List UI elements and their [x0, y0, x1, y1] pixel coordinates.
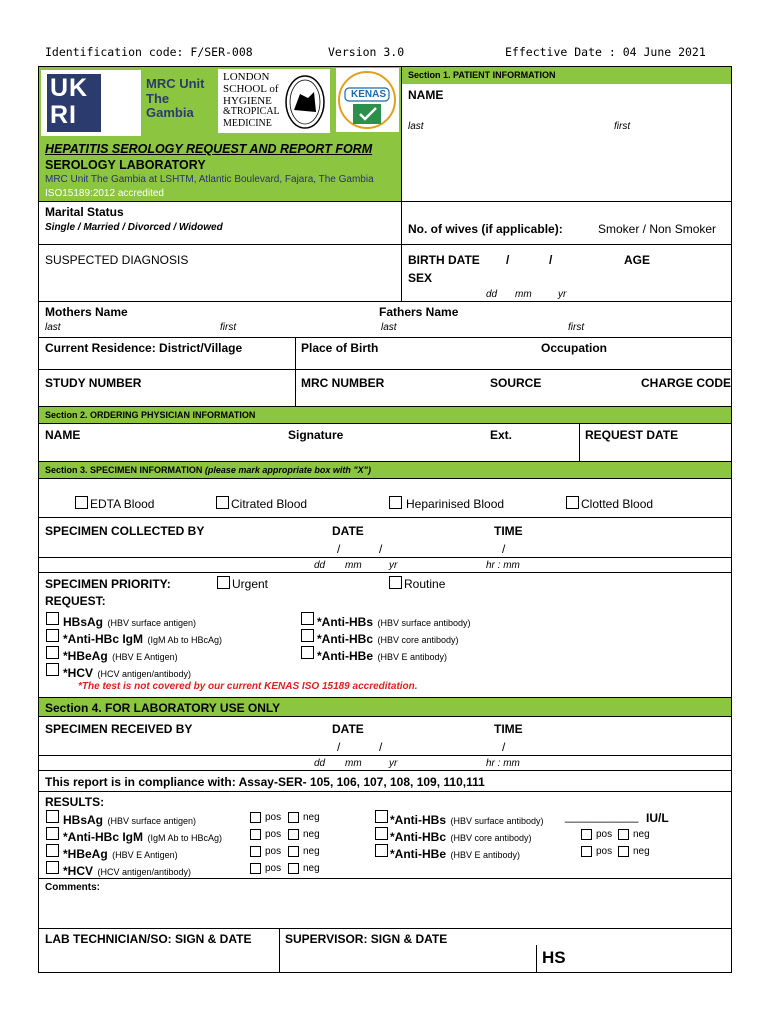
divider	[39, 928, 731, 929]
section3-title-note: (please mark appropriate box with "X")	[204, 465, 371, 475]
date-slash: /	[506, 253, 510, 267]
divider	[39, 517, 731, 518]
res-hbeag-neg-checkbox[interactable]	[288, 846, 299, 857]
mrc-line-3: Gambia	[146, 105, 194, 120]
patient-first-label: first	[614, 121, 631, 132]
comments-field[interactable]	[45, 896, 725, 926]
lshtm-logo	[218, 69, 330, 133]
test-name: *HBeAg	[63, 847, 108, 861]
father-first-label: first	[568, 322, 585, 333]
mothers-name-label: Mothers Name	[45, 305, 128, 319]
clotted-checkbox[interactable]	[566, 496, 579, 509]
neg-label: neg	[303, 812, 320, 823]
date-slash: /	[337, 542, 341, 556]
yr-hint: yr	[389, 758, 398, 769]
supervisor-label: SUPERVISOR: SIGN & DATE	[285, 932, 448, 946]
lshtm-l3: HYGIENE	[223, 95, 272, 107]
req-antihbc-igm-checkbox[interactable]	[46, 629, 59, 642]
section4-title: Section 4. FOR LABORATORY USE ONLY	[45, 701, 281, 715]
req-hcv	[63, 665, 191, 681]
effective-date: Effective Date : 04 June 2021	[505, 45, 706, 59]
id-code: Identification code: F/SER-008	[45, 45, 253, 59]
req-hbeag-checkbox[interactable]	[46, 646, 59, 659]
section1-title: Section 1. PATIENT INFORMATION	[408, 70, 556, 80]
heparinised-label: Heparinised Blood	[406, 497, 505, 511]
urgent-label: Urgent	[232, 577, 269, 591]
req-antihbc-checkbox[interactable]	[301, 629, 314, 642]
mrc-number-label: MRC NUMBER	[301, 376, 385, 390]
signature-label: Signature	[288, 428, 344, 442]
req-hbsag	[63, 614, 196, 630]
divider	[39, 791, 731, 792]
edta-checkbox[interactable]	[75, 496, 88, 509]
test-desc: (HBV surface antigen)	[107, 816, 197, 826]
citrated-checkbox[interactable]	[216, 496, 229, 509]
yr-hint: yr	[558, 289, 567, 300]
kenas-logo	[336, 68, 399, 132]
divider	[39, 557, 731, 558]
req-antihbs-checkbox[interactable]	[301, 612, 314, 625]
kenas-text: KENAS	[351, 89, 387, 100]
section2-title: Section 2. ORDERING PHYSICIAN INFORMATION	[45, 410, 256, 420]
occupation-label: Occupation	[541, 341, 608, 355]
res-hcv-pos-checkbox[interactable]	[250, 863, 261, 874]
date-slash: /	[379, 740, 383, 754]
res-hbsag-neg-checkbox[interactable]	[288, 812, 299, 823]
ukri-logo	[41, 70, 141, 136]
pos-label: pos	[265, 863, 282, 874]
res-hcv	[63, 863, 191, 879]
res-antihbc-igm-pos-checkbox[interactable]	[250, 829, 261, 840]
test-name: *HCV	[63, 666, 94, 680]
test-name: *Anti-HBs	[390, 813, 446, 827]
res-antihbc	[390, 829, 532, 845]
neg-label: neg	[633, 846, 650, 857]
test-name: *HBeAg	[63, 649, 108, 663]
divider	[39, 369, 731, 370]
received-by-label: SPECIMEN RECEIVED BY	[45, 722, 193, 736]
edta-label: EDTA Blood	[90, 497, 155, 511]
date-slash: /	[549, 253, 553, 267]
neg-label: neg	[633, 829, 650, 840]
res-hbeag	[63, 846, 178, 862]
test-name: *Anti-HBc	[317, 632, 373, 646]
mother-first-label: first	[220, 322, 237, 333]
patient-last-label: last	[408, 121, 424, 132]
crest-icon	[284, 74, 326, 130]
lshtm-l1: LONDON	[223, 71, 270, 83]
divider	[39, 572, 731, 573]
res-antihbs-checkbox[interactable]	[375, 810, 388, 823]
res-antihbc-igm-neg-checkbox[interactable]	[288, 829, 299, 840]
lshtm-l2: SCHOOL of	[223, 83, 279, 95]
test-desc: (IgM Ab to HBcAg)	[147, 635, 222, 645]
dd-hint: dd	[314, 560, 326, 571]
hrmm-hint: hr : mm	[486, 758, 520, 769]
hrmm-hint: hr : mm	[486, 560, 520, 571]
divider	[39, 770, 731, 771]
date-slash: /	[379, 542, 383, 556]
divider	[39, 244, 731, 245]
test-name: *Anti-HBc IgM	[63, 632, 143, 646]
neg-label: neg	[303, 829, 320, 840]
residence-label: Current Residence: District/Village	[45, 341, 243, 355]
routine-checkbox[interactable]	[389, 576, 402, 589]
ukri-text-1: UK	[50, 74, 89, 102]
place-of-birth-label: Place of Birth	[301, 341, 379, 355]
mrc-line-1: MRC Unit	[146, 76, 205, 91]
pos-label: pos	[265, 846, 282, 857]
version: Version 3.0	[328, 45, 405, 59]
form-title: HEPATITIS SEROLOGY REQUEST AND REPORT FORM	[45, 142, 373, 156]
test-desc: (HBV E Antigen)	[112, 850, 178, 860]
req-hcv-checkbox[interactable]	[46, 663, 59, 676]
time-slash: /	[502, 542, 506, 556]
charge-code-label: CHARGE CODE	[641, 376, 732, 390]
accreditation-note: *The test is not covered by our current KENAS ISO 15189 accreditation.	[78, 681, 418, 692]
neg-label: neg	[303, 846, 320, 857]
mm-hint: mm	[515, 289, 532, 300]
test-desc: (HBV surface antibody)	[377, 618, 471, 628]
compliance-text: This report is in compliance with: Assay-SER- 105, 106, 107, 108, 109, 110,111	[45, 775, 485, 789]
divider	[39, 301, 731, 302]
res-antihbe-checkbox[interactable]	[375, 844, 388, 857]
form-subtitle: SEROLOGY LABORATORY	[45, 158, 206, 172]
marital-status-label: Marital Status	[45, 205, 124, 219]
test-desc: (IgM Ab to HBcAg)	[147, 833, 222, 843]
res-antihbc-neg-checkbox[interactable]	[618, 829, 629, 840]
res-hbsag-pos-checkbox[interactable]	[250, 812, 261, 823]
pos-label: pos	[596, 829, 613, 840]
request-date-label: REQUEST DATE	[585, 428, 679, 442]
res-hbsag	[63, 812, 196, 828]
test-name: *HCV	[63, 864, 94, 878]
req-hbeag	[63, 648, 178, 664]
test-name: *Anti-HBs	[317, 615, 373, 629]
patient-name-label: NAME	[408, 88, 444, 102]
res-hcv-neg-checkbox[interactable]	[288, 863, 299, 874]
ukri-text-2: RI	[50, 101, 77, 129]
test-name: HBsAg	[63, 813, 104, 827]
divider	[295, 337, 296, 406]
res-antihbc-pos-checkbox[interactable]	[581, 829, 592, 840]
heparinised-checkbox[interactable]	[389, 496, 402, 509]
test-desc: (HBV E Antigen)	[112, 652, 178, 662]
priority-label: SPECIMEN PRIORITY:	[45, 577, 171, 591]
test-name: *Anti-HBc	[390, 830, 446, 844]
test-desc: (HBV surface antibody)	[450, 816, 544, 826]
received-date-label: DATE	[332, 722, 364, 736]
divider	[401, 201, 402, 244]
res-antihbc-igm-checkbox[interactable]	[46, 827, 59, 840]
test-name: *Anti-HBe	[317, 649, 373, 663]
res-antihbc-igm	[63, 829, 222, 845]
time-slash: /	[502, 740, 506, 754]
iul-label: IU/L	[646, 811, 669, 825]
date-slash: /	[337, 740, 341, 754]
test-desc: (HCV antigen/antibody)	[97, 867, 192, 877]
dd-hint: dd	[314, 758, 326, 769]
lab-tech-label: LAB TECHNICIAN/SO: SIGN & DATE	[45, 932, 252, 946]
physician-name-label: NAME	[45, 428, 81, 442]
lab-address: MRC Unit The Gambia at LSHTM, Atlantic Boulevard, Fajara, The Gambia	[45, 174, 374, 185]
iul-blank[interactable]: ___________	[565, 809, 639, 823]
pos-label: pos	[596, 846, 613, 857]
divider	[401, 67, 402, 201]
urgent-checkbox[interactable]	[217, 576, 230, 589]
test-desc: (HCV antigen/antibody)	[97, 669, 192, 679]
sex-label: SEX	[408, 271, 433, 285]
no-wives-label: No. of wives (if applicable):	[408, 222, 563, 236]
res-antihbe-neg-checkbox[interactable]	[618, 846, 629, 857]
req-hbsag-checkbox[interactable]	[46, 612, 59, 625]
req-antihbe-checkbox[interactable]	[301, 646, 314, 659]
lshtm-l4: &TROPICAL	[223, 106, 280, 117]
divider	[579, 424, 580, 461]
fathers-name-label: Fathers Name	[379, 305, 459, 319]
res-hbsag-checkbox[interactable]	[46, 810, 59, 823]
mother-last-label: last	[45, 322, 61, 333]
test-desc: (HBV core antibody)	[450, 833, 532, 843]
req-antihbc	[317, 631, 459, 647]
collected-date-label: DATE	[332, 524, 364, 538]
initials: HS	[542, 948, 566, 967]
test-desc: (HBV core antibody)	[377, 635, 459, 645]
res-hbeag-pos-checkbox[interactable]	[250, 846, 261, 857]
iso-accreditation: ISO15189:2012 accredited	[45, 188, 164, 199]
study-number-label: STUDY NUMBER	[45, 376, 142, 390]
citrated-label: Citrated Blood	[231, 497, 308, 511]
divider	[39, 878, 731, 879]
lshtm-l5: MEDICINE	[223, 118, 272, 129]
section3-title-text: Section 3. SPECIMEN INFORMATION	[45, 465, 203, 475]
req-antihbs	[317, 614, 471, 630]
ext-label: Ext.	[490, 428, 513, 442]
test-name: HBsAg	[63, 615, 104, 629]
age-label: AGE	[624, 253, 651, 267]
yr-hint: yr	[389, 560, 398, 571]
routine-label: Routine	[404, 577, 446, 591]
res-hcv-checkbox[interactable]	[46, 861, 59, 874]
divider	[39, 201, 731, 202]
test-name: *Anti-HBe	[390, 847, 446, 861]
mm-hint: mm	[345, 758, 362, 769]
received-time-label: TIME	[494, 722, 523, 736]
res-hbeag-checkbox[interactable]	[46, 844, 59, 857]
collected-time-label: TIME	[494, 524, 523, 538]
dd-hint: dd	[486, 289, 498, 300]
test-name: *Anti-HBc IgM	[63, 830, 143, 844]
pos-label: pos	[265, 812, 282, 823]
res-antihbc-checkbox[interactable]	[375, 827, 388, 840]
mrc-line-2: The	[146, 91, 170, 106]
res-antihbe-pos-checkbox[interactable]	[581, 846, 592, 857]
req-antihbe	[317, 648, 447, 664]
neg-label: neg	[303, 863, 320, 874]
suspected-diagnosis-label: SUSPECTED DIAGNOSIS	[45, 253, 189, 267]
smoker-options[interactable]: Smoker / Non Smoker	[598, 222, 717, 236]
divider	[39, 337, 731, 338]
section3-title	[45, 466, 371, 475]
marital-options[interactable]: Single / Married / Divorced / Widowed	[45, 222, 223, 233]
divider	[39, 755, 731, 756]
divider	[279, 928, 280, 973]
request-label: REQUEST:	[45, 594, 106, 608]
test-desc: (HBV E antibody)	[450, 850, 520, 860]
clotted-label: Clotted Blood	[581, 497, 654, 511]
test-desc: (HBV surface antigen)	[107, 618, 197, 628]
pos-label: pos	[265, 829, 282, 840]
father-last-label: last	[381, 322, 397, 333]
divider	[401, 244, 402, 301]
results-label: RESULTS:	[45, 795, 105, 809]
source-label: SOURCE	[490, 376, 542, 390]
test-desc: (HBV E antibody)	[377, 652, 447, 662]
collected-by-label: SPECIMEN COLLECTED BY	[45, 524, 205, 538]
mm-hint: mm	[345, 560, 362, 571]
birth-date-label: BIRTH DATE	[408, 253, 480, 267]
comments-label: Comments:	[45, 882, 101, 893]
req-antihbc-igm	[63, 631, 222, 647]
res-antihbs	[390, 812, 544, 828]
divider	[536, 945, 537, 973]
res-antihbe	[390, 846, 520, 862]
